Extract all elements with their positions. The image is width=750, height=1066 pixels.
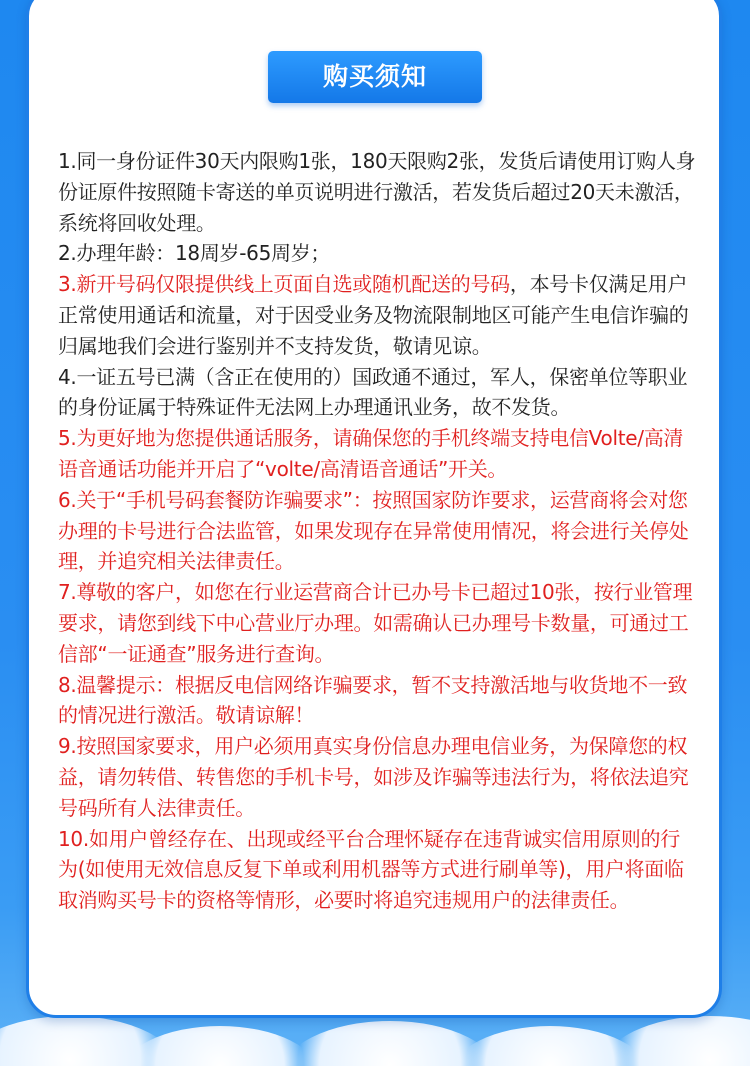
notice-list [58, 146, 698, 916]
notice-item-1: 1.同一身份证件30天内限购1张，180天限购2张，发货后请使用订购人身份证原件按照随卡寄送的单页说明进行激活，若发货后超过20天未激活，系统将回收处理。 [58, 149, 696, 235]
notice-item-9: 9.按照国家要求，用户必须用真实身份信息办理电信业务，为保障您的权益，请勿转借、转售您的手机卡号，如涉及诈骗等违法行为，将依法追究号码所有人法律责任。 [58, 734, 689, 820]
notice-item-8: 8.温馨提示：根据反电信网络诈骗要求，暂不支持激活地与收货地不一致的情况进行激活。敬请谅解！ [58, 672, 688, 728]
purchase-notice-title: 购买须知 [268, 51, 482, 103]
notice-item-5: 5.为更好地为您提供通话服务，请确保您的手机终端支持电信Volte/高清语音通话功能并开启了“volte/高清语音通话”开关。 [58, 426, 684, 481]
notice-item-7: 7.尊敬的客户，如您在行业运营商合计已办号卡已超过10张，按行业管理要求，请您到线下中心营业厅办理。如需确认已办理号卡数量，可通过工信部“一证通查”服务进行查询。 [58, 580, 693, 666]
notice-item-3-highlight: 3.新开号码仅限提供线上页面自选或随机配送的号码 [58, 272, 510, 297]
notice-item-10: 10.如用户曾经存在、出现或经平台合理怀疑存在违背诚实信用原则的行为(如使用无效信息反复下单或利用机器等方式进行刷单等)，用户将面临取消购买号卡的资格等情形，必要时将追究违规用户的法律责任。 [58, 826, 684, 913]
notice-item-3 [58, 269, 698, 361]
notice-item-4: 4.一证五号已满（含正在使用的）国政通不通过，军人，保密单位等职业的身份证属于特殊证件无法网上办理通讯业务，故不发货。 [58, 364, 688, 420]
notice-item-6: 6.关于“手机号码套餐防诈骗要求”：按照国家防诈要求，运营商将会对您办理的卡号进行合法监管，如果发现存在异常使用情况，将会进行关停处理，并追究相关法律责任。 [58, 487, 689, 574]
notice-item-2: 2.办理年龄：18周岁-65周岁； [58, 241, 331, 266]
notice-item-3-text: ，本号卡仅满足用户正常使用通话和流量，对于因受业务及物流限制地区可能产生电信诈骗的归属地我们会进行鉴别并不支持发货，敬请见谅。 [58, 272, 689, 358]
